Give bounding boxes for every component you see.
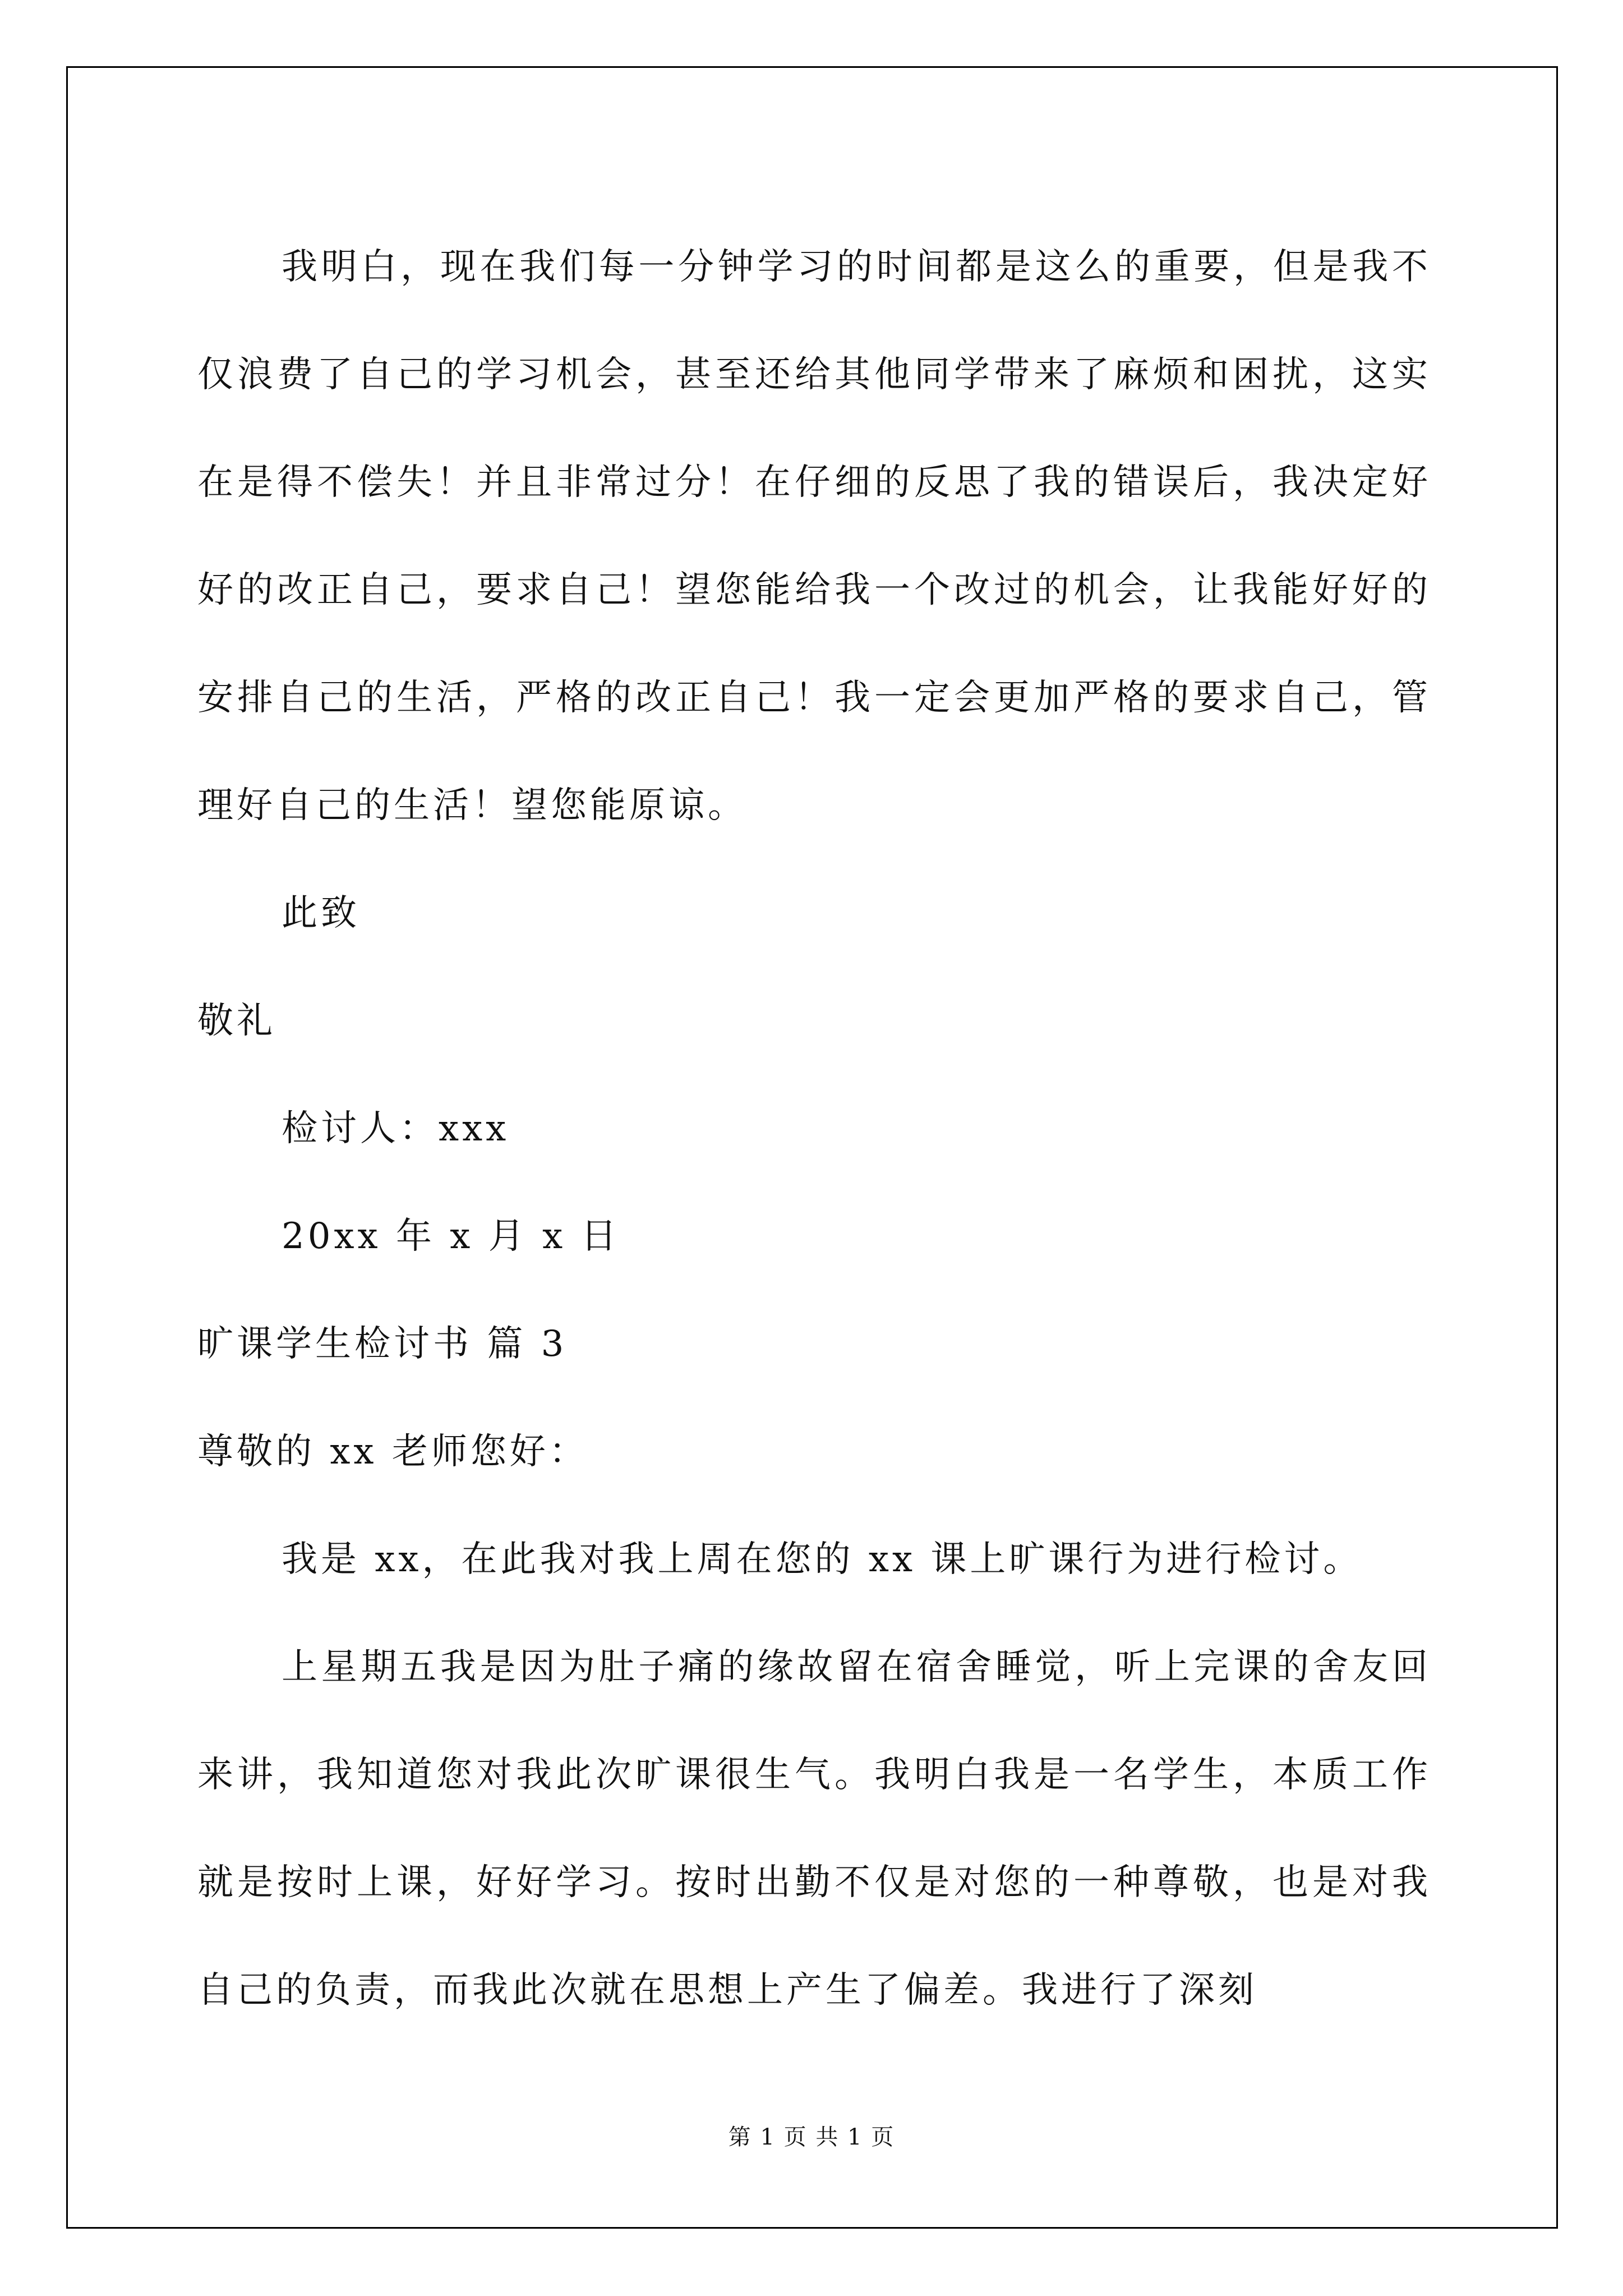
- page-footer: 第 1 页 共 1 页: [728, 2124, 895, 2150]
- paragraph-intro: 我是 xx，在此我对我上周在您的 xx 课上旷课行为进行检讨。: [282, 1539, 1363, 1580]
- signature-date: 20xx 年 x 月 x 日: [282, 1216, 620, 1257]
- paragraph-reason: 上星期五我是因为肚子痛的缘故留在宿舍睡觉，听上完课的舍友回来讲，我知道您对我此次旷课很生气。我明白我是一名学生，本质工作就是按时上课，好好学习。按时出勤不仅是对您的一种尊敬，也是对我自己的负责，而我此次就在思想上产生了偏差。我进行了深刻: [197, 1646, 1431, 2011]
- section-title: 旷课学生检讨书 篇 3: [197, 1323, 568, 1365]
- signature-name: 检讨人：xxx: [282, 1108, 510, 1149]
- closing-salutation: 此致: [282, 892, 360, 934]
- paragraph-apology: 我明白，现在我们每一分钟学习的时间都是这么的重要，但是我不仅浪费了自己的学习机会，甚至还给其他同学带来了麻烦和困扰，这实在是得不偿失！并且非常过分！在仔细的反思了我的错误后，我决定好好的改正自己，要求自己！望您能给我一个改过的机会，让我能好好的安排自己的生活，严格的改正自己！我一定会更加严格的要求自己，管理好自己的生活！望您能原谅。: [197, 246, 1431, 826]
- document-body: [197, 213, 1431, 2044]
- greeting: 尊敬的 xx 老师您好：: [197, 1431, 588, 1473]
- closing-regards: 敬礼: [197, 1000, 276, 1042]
